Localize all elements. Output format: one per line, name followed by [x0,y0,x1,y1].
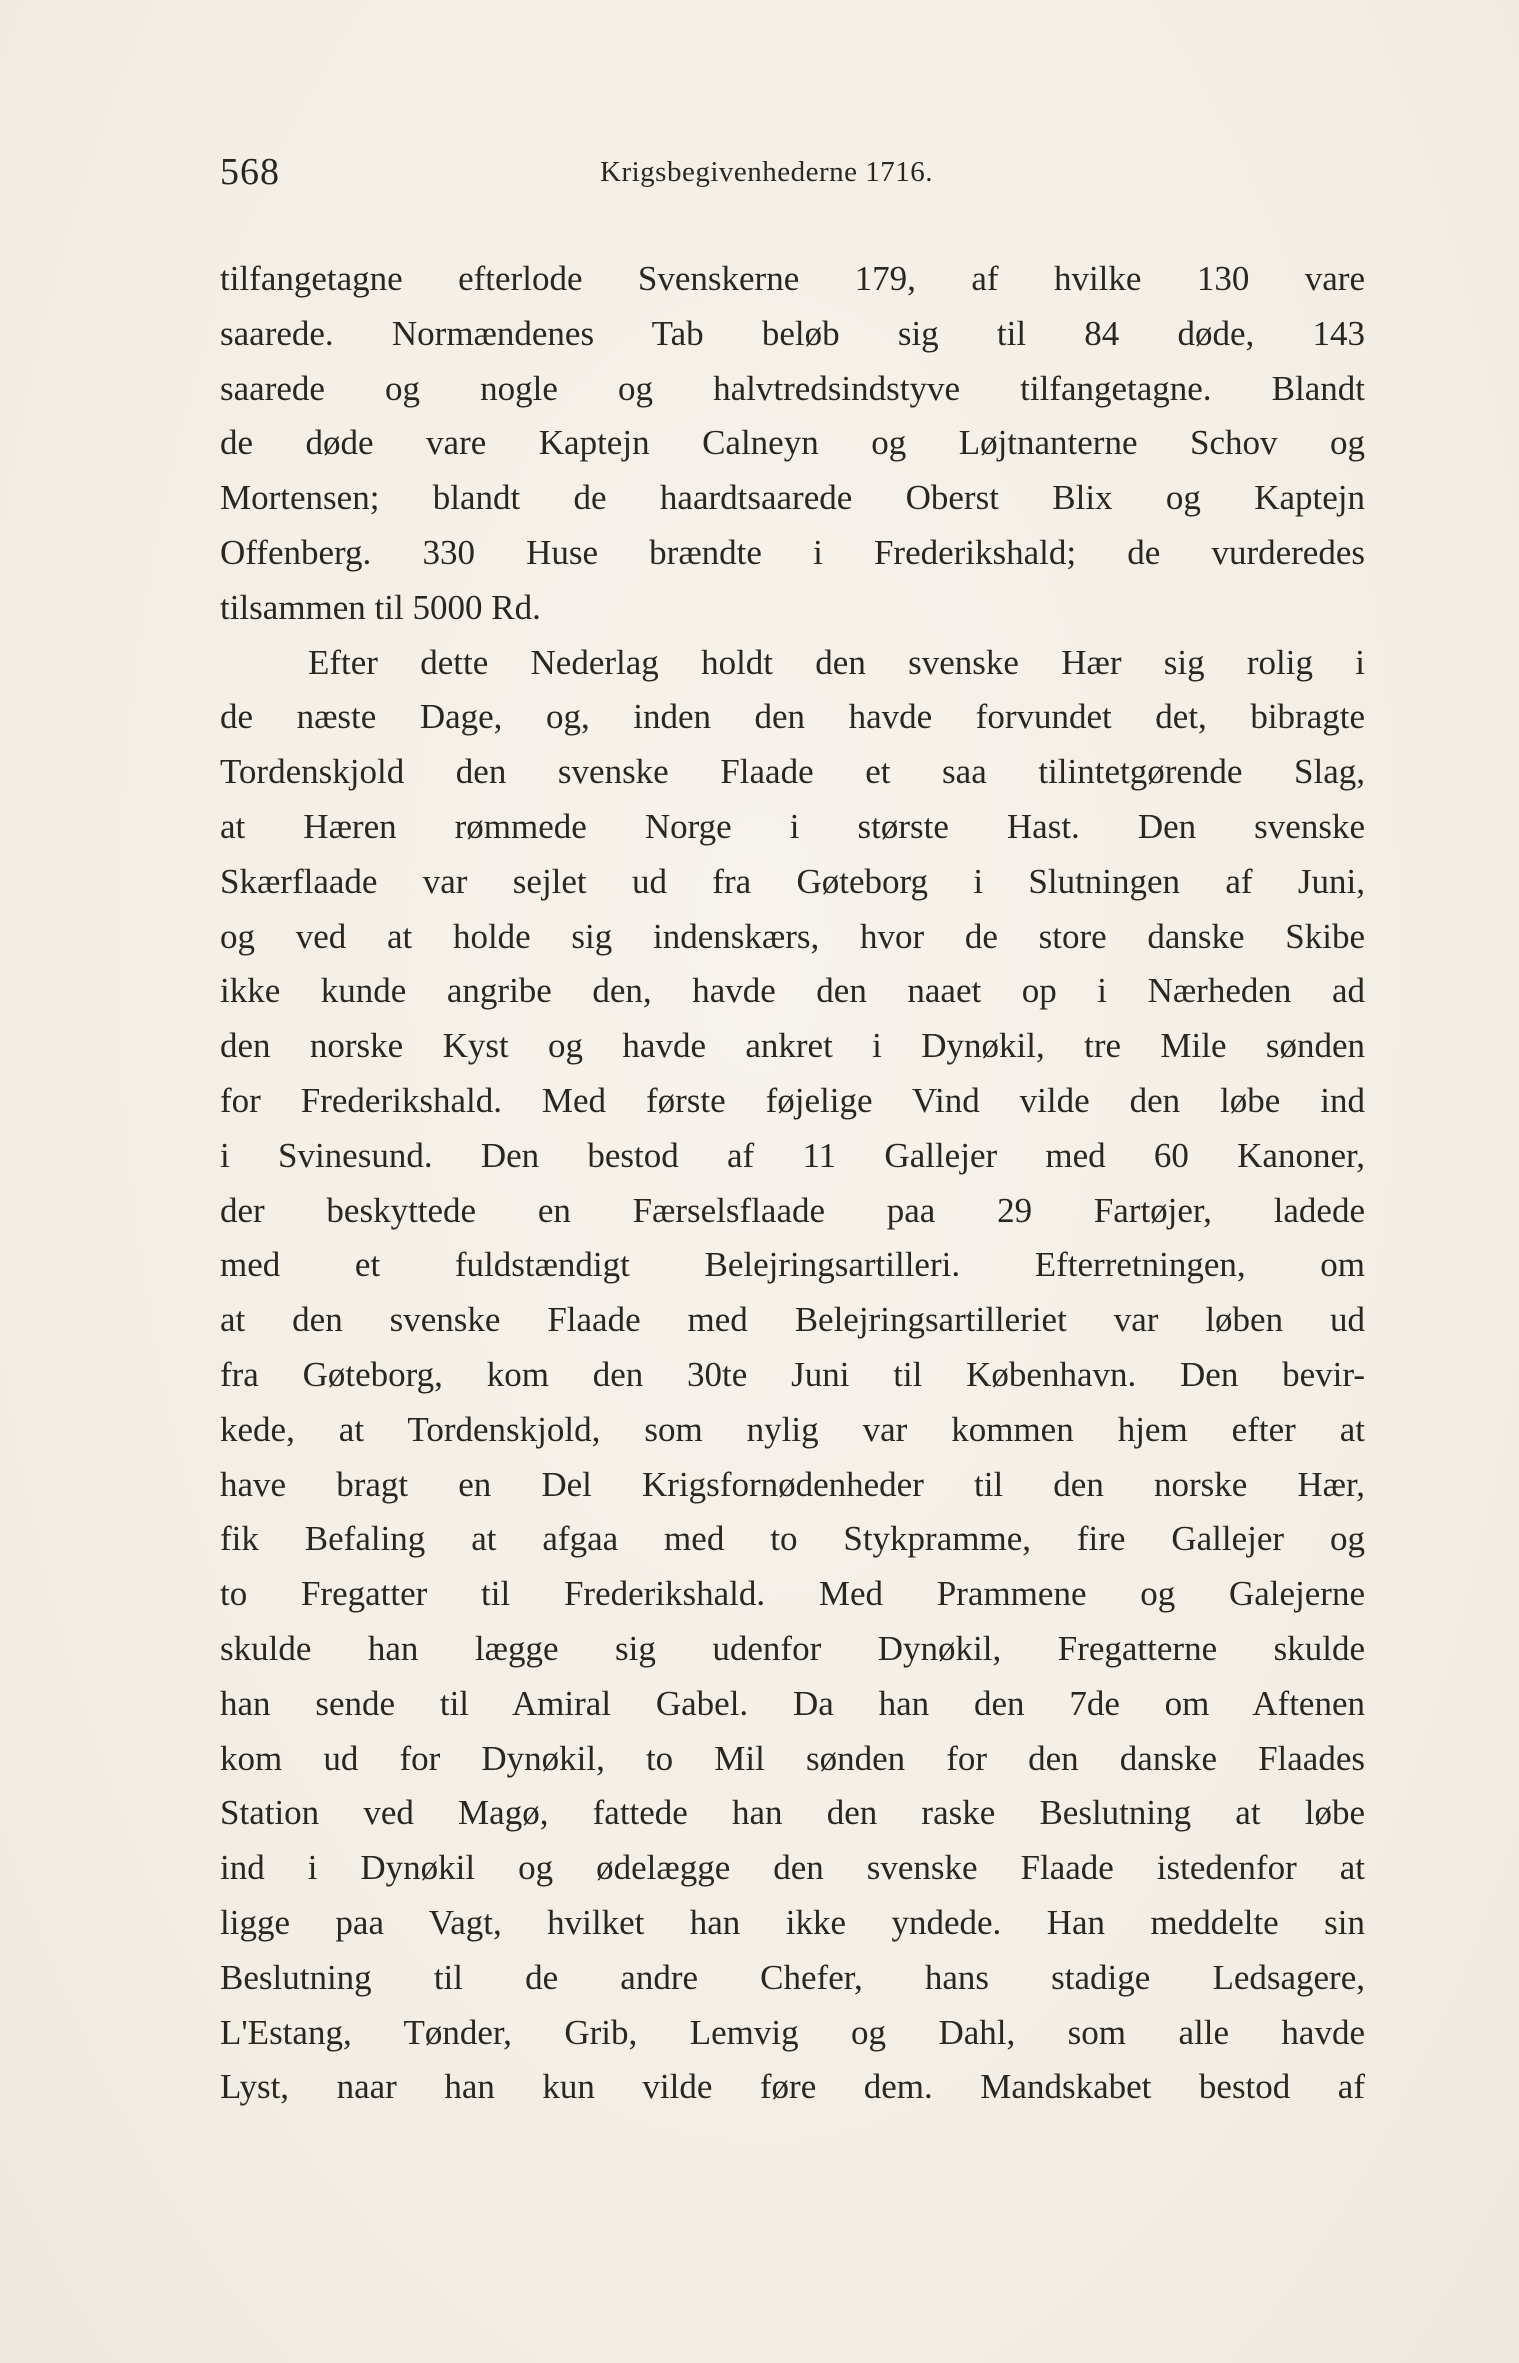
text-line: de døde vare Kaptejn Calneyn og Løjtnanterne Schov og [220,423,1365,463]
text-line: den norske Kyst og havde ankret i Dynøkil, tre Mile sønden [220,1026,1365,1066]
text-line: kom ud for Dynøkil, to Mil sønden for den danske Flaades [220,1738,1365,1778]
text-line: tilsammen til 5000 Rd. [220,587,541,627]
text-line: de næste Dage, og, inden den havde forvundet det, bibragte [220,697,1365,737]
text-line: der beskyttede en Færselsflaade paa 29 Fartøjer, ladede [220,1190,1365,1230]
text-line: to Fregatter til Frederikshald. Med Prammene og Galejerne [220,1574,1365,1614]
text-line: saarede. Normændenes Tab beløb sig til 84 døde, 143 [220,313,1365,353]
text-line: Tordenskjold den svenske Flaade et saa tilintetgørende Slag, [220,752,1365,792]
text-line: kede, at Tordenskjold, som nylig var kommen hjem efter at [220,1409,1365,1449]
text-line: fik Befaling at afgaa med to Stykpramme, fire Gallejer og [220,1519,1365,1559]
text-line: Efter dette Nederlag holdt den svenske Hær sig rolig i [308,642,1365,682]
text-line: saarede og nogle og halvtredsindstyve tilfangetagne. Blandt [220,368,1365,408]
text-line: han sende til Amiral Gabel. Da han den 7de om Aftenen [220,1683,1365,1723]
text-line: at Hæren rømmede Norge i største Hast. Den svenske [220,806,1365,846]
text-line: Offenberg. 330 Huse brændte i Frederikshald; de vurderedes [220,532,1365,572]
text-line: have bragt en Del Krigsfornødenheder til den norske Hær, [220,1464,1365,1504]
text-line: ind i Dynøkil og ødelægge den svenske Flaade istedenfor at [220,1848,1365,1888]
text-line: tilfangetagne efterlode Svenskerne 179, af hvilke 130 vare [220,259,1365,298]
text-line: Station ved Magø, fattede han den raske Beslutning at løbe [220,1793,1365,1833]
text-line: Beslutning til de andre Chefer, hans stadige Ledsagere, [220,1957,1365,1997]
text-line: at den svenske Flaade med Belejringsartilleriet var løben ud [220,1300,1365,1340]
text-line: ligge paa Vagt, hvilket han ikke yndede. Han meddelte sin [220,1902,1365,1942]
text-line: for Frederikshald. Med første føjelige Vind vilde den løbe ind [220,1080,1365,1120]
text-line: i Svinesund. Den bestod af 11 Gallejer med 60 Kanoner, [220,1135,1365,1175]
text-line: med et fuldstændigt Belejringsartilleri. Efterretningen, om [220,1245,1365,1285]
text-line: Lyst, naar han kun vilde føre dem. Mandskabet bestod af [220,2067,1365,2107]
text-line: skulde han lægge sig udenfor Dynøkil, Fregatterne skulde [220,1628,1365,1668]
text-line: fra Gøteborg, kom den 30te Juni til København. Den bevir- [220,1354,1365,1394]
text-line: L'Estang, Tønder, Grib, Lemvig og Dahl, som alle havde [220,2012,1365,2052]
body-text [220,252,1365,2115]
running-head: Krigsbegivenhederne 1716. [600,156,934,188]
page-header [220,150,1340,200]
text-line: ikke kunde angribe den, havde den naaet op i Nærheden ad [220,971,1365,1011]
page-number: 568 [220,151,280,193]
text-line: Mortensen; blandt de haardtsaarede Oberst Blix og Kaptejn [220,478,1365,518]
text-line: og ved at holde sig indenskærs, hvor de store danske Skibe [220,916,1365,956]
text-line: Skærflaade var sejlet ud fra Gøteborg i Slutningen af Juni, [220,861,1365,901]
